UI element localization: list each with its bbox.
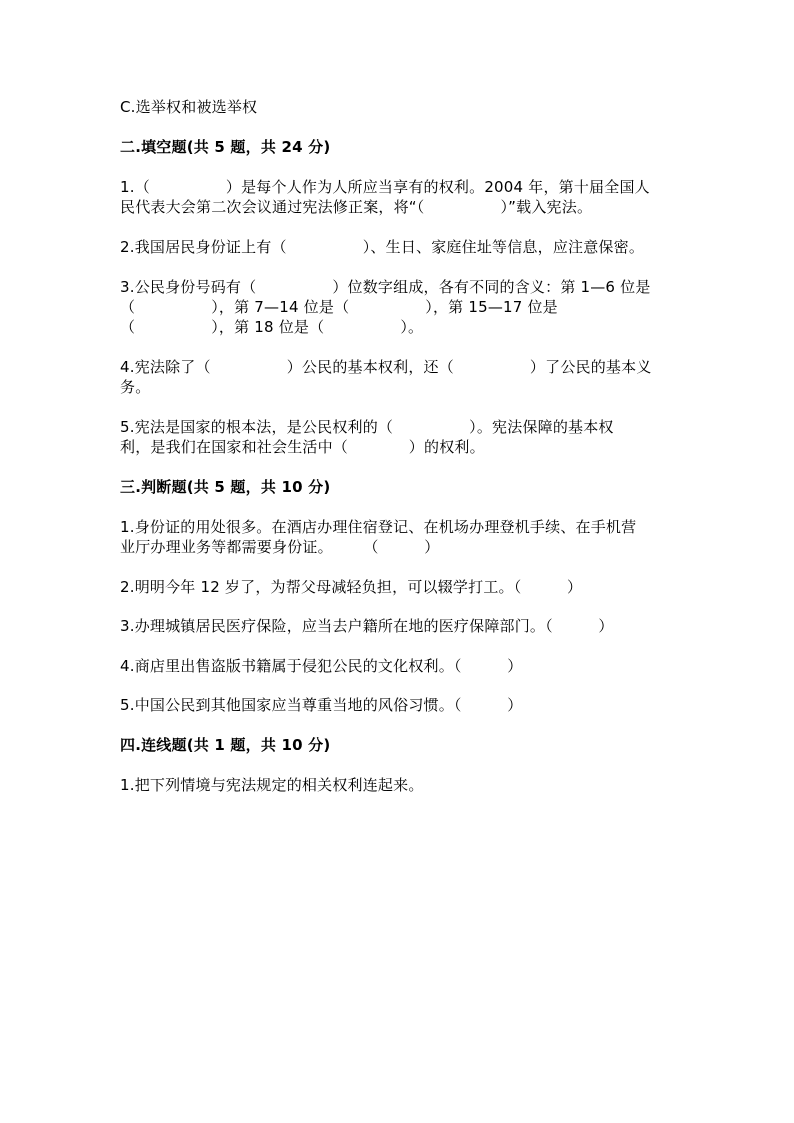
judge-q4: 4.商店里出售盗版书籍属于侵犯公民的文化权利。（ ） — [120, 657, 523, 675]
judge-q2: 2.明明今年 12 岁了，为帮父母减轻负担，可以辍学打工。（ ） — [120, 578, 583, 596]
fill-q2-line1: 2.我国居民身份证上有（ ）、生日、家庭住址等信息，应注意保密。 — [120, 238, 645, 256]
fill-q5-line1: 5.宪法是国家的根本法，是公民权利的（ ）。宪法保障的基本权 — [120, 418, 614, 436]
fill-q5-line2: 利，是我们在国家和社会生活中（ ）的权利。 — [120, 438, 485, 456]
judge-q1-line2: 业厅办理业务等都需要身份证。 （ ） — [120, 538, 440, 556]
match-q1: 1.把下列情境与宪法规定的相关权利连起来。 — [120, 776, 424, 794]
fill-q1-line2: 民代表大会第二次会议通过宪法修正案，将“（ ）”载入宪法。 — [120, 198, 593, 216]
judge-q1-line1: 1.身份证的用处很多。在酒店办理住宿登记、在机场办理登机手续、在手机营 — [120, 518, 637, 536]
fill-q4-line1: 4.宪法除了（ ）公民的基本权利，还（ ）了公民的基本义 — [120, 358, 652, 376]
judge-q5: 5.中国公民到其他国家应当尊重当地的风俗习惯。（ ） — [120, 696, 523, 714]
section-heading-judgement: 三.判断题(共 5 题，共 10 分) — [120, 478, 331, 496]
fill-q3-line1: 3.公民身份号码有（ ）位数字组成，各有不同的含义：第 1—6 位是 — [120, 278, 651, 296]
choice-option-c: C.选举权和被选举权 — [120, 98, 258, 116]
fill-q3-line2: （ ），第 7—14 位是（ ），第 15—17 位是 — [120, 298, 558, 316]
fill-q1-line1: 1.（ ）是每个人作为人所应当享有的权利。2004 年，第十届全国人 — [120, 178, 650, 196]
fill-q4-line2: 务。 — [120, 378, 151, 396]
section-heading-fill-in: 二.填空题(共 5 题，共 24 分) — [120, 138, 331, 156]
judge-q3: 3.办理城镇居民医疗保险，应当去户籍所在地的医疗保障部门。（ ） — [120, 617, 614, 635]
fill-q3-line3: （ ），第 18 位是（ ）。 — [120, 318, 424, 336]
section-heading-matching: 四.连线题(共 1 题，共 10 分) — [120, 736, 331, 754]
